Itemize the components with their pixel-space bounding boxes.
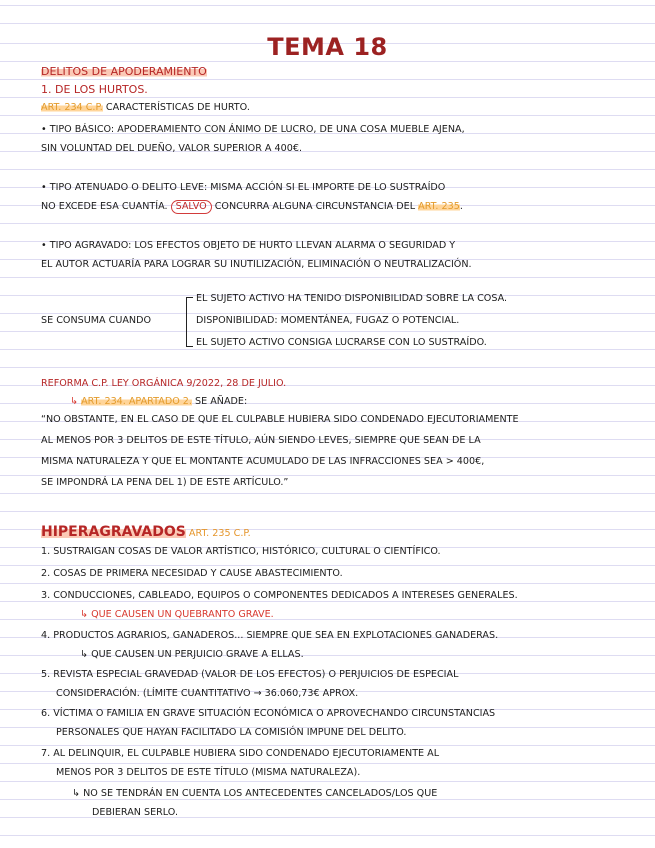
arrow-icon: ↳: [70, 396, 79, 407]
consuma-label: SE CONSUMA CUANDO: [41, 315, 152, 326]
hiper-heading: [41, 523, 251, 543]
intro-line: [41, 99, 250, 117]
tipo-basico-line-2: SIN VOLUNTAD DEL DUEÑO, VALOR SUPERIOR A 400€.: [41, 143, 302, 154]
hiper-item: 3. CONDUCCIONES, CABLEADO, EQUIPOS O COMPONENTES DEDICADOS A INTERESES GENERALES.: [41, 590, 518, 601]
se-anade-label: SE AÑADE:: [195, 396, 248, 407]
hiper-item: 1. SUSTRAIGAN COSAS DE VALOR ARTÍSTICO, HISTÓRICO, CULTURAL O CIENTÍFICO.: [41, 546, 441, 557]
tipo-basico-line-1: • TIPO BÁSICO: APODERAMIENTO CON ÁNIMO DE LUCRO, DE UNA COSA MUEBLE AJENA,: [41, 124, 465, 135]
hiper-item: 6. VÍCTIMA O FAMILIA EN GRAVE SITUACIÓN ECONÓMICA O APROVECHANDO CIRCUNSTANCIAS: [41, 708, 496, 719]
hiper-item: 2. COSAS DE PRIMERA NECESIDAD Y CAUSE ABASTECIMIENTO.: [41, 568, 343, 579]
quote-line: MISMA NATURALEZA Y QUE EL MONTANTE ACUMULADO DE LAS INFRACCIONES SEA > 400€,: [41, 456, 485, 467]
period: .: [459, 201, 463, 212]
article-reference: ART. 234 C.P.: [41, 102, 103, 113]
hiper-subitem: ↳ QUE CAUSEN UN PERJUICIO GRAVE A ELLAS.: [80, 649, 304, 660]
quote-line: SE IMPONDRÁ LA PENA DEL 1) DE ESTE ARTÍCULO.”: [41, 477, 289, 488]
tipo-agravado-line-2: EL AUTOR ACTUARÍA PARA LOGRAR SU INUTILIZACIÓN, ELIMINACIÓN O NEUTRALIZACIÓN.: [41, 259, 472, 270]
reforma-title: REFORMA C.P. LEY ORGÁNICA 9/2022, 28 DE JULIO.: [41, 378, 287, 389]
quote-line: “NO OBSTANTE, EN EL CASO DE QUE EL CULPABLE HUBIERA SIDO CONDENADO EJECUTORIAMENTE: [41, 414, 519, 425]
tipo-atenuado-text: NO EXCEDE ESA CUANTÍA.: [41, 201, 168, 212]
quote-line: AL MENOS POR 3 DELITOS DE ESTE TÍTULO, AÚN SIENDO LEVES, SIEMPRE QUE SEAN DE LA: [41, 435, 481, 446]
article-reference: ART. 234. APARTADO 2.: [81, 396, 192, 407]
tipo-atenuado-line-1: • TIPO ATENUADO O DELITO LEVE: MISMA ACCIÓN SI EL IMPORTE DE LO SUSTRAÍDO: [41, 182, 446, 193]
hiper-subitem-continued: DEBIERAN SERLO.: [92, 807, 179, 818]
article-reference: ART. 235: [418, 201, 460, 212]
consuma-item: EL SUJETO ACTIVO CONSIGA LUCRARSE CON LO SUSTRAÍDO.: [196, 337, 487, 348]
reforma-subline: [70, 393, 247, 411]
article-reference: ART. 235 C.P.: [188, 528, 251, 539]
hiper-item-continued: CONSIDERACIÓN. (LÍMITE CUANTITATIVO → 36.060,73€ APROX.: [56, 688, 359, 699]
hiper-title: HIPERAGRAVADOS: [41, 524, 186, 540]
tipo-atenuado-text-2: CONCURRA ALGUNA CIRCUNSTANCIA DEL: [214, 201, 416, 212]
tipo-agravado-line-1: • TIPO AGRAVADO: LOS EFECTOS OBJETO DE HURTO LLEVAN ALARMA O SEGURIDAD Y: [41, 240, 456, 251]
tipo-atenuado-line-2: [41, 198, 463, 216]
page-title: TEMA 18: [267, 33, 388, 61]
consuma-item: DISPONIBILIDAD: MOMENTÁNEA, FUGAZ O POTENCIAL.: [196, 315, 460, 326]
brace-bracket: [186, 297, 193, 347]
hiper-subitem: ↳ QUE CAUSEN UN QUEBRANTO GRAVE.: [80, 609, 274, 620]
intro-text: CARACTERÍSTICAS DE HURTO.: [105, 102, 250, 113]
hiper-subitem: ↳ NO SE TENDRÁN EN CUENTA LOS ANTECEDENTES CANCELADOS/LOS QUE: [72, 788, 438, 799]
hiper-item: 4. PRODUCTOS AGRARIOS, GANADEROS... SIEMPRE QUE SEA EN EXPLOTACIONES GANADERAS.: [41, 630, 499, 641]
consuma-item: EL SUJETO ACTIVO HA TENIDO DISPONIBILIDAD SOBRE LA COSA.: [196, 293, 508, 304]
section-heading-hurtos: 1. DE LOS HURTOS.: [41, 83, 148, 96]
hiper-item-continued: MENOS POR 3 DELITOS DE ESTE TÍTULO (MISMA NATURALEZA).: [56, 767, 361, 778]
hiper-item: 5. REVISTA ESPECIAL GRAVEDAD (VALOR DE LOS EFECTOS) O PERJUICIOS DE ESPECIAL: [41, 669, 459, 680]
hiper-item-continued: PERSONALES QUE HAYAN FACILITADO LA COMISIÓN IMPUNE DEL DELITO.: [56, 727, 407, 738]
salvo-circled-word: SALVO: [171, 200, 212, 214]
section-heading-apoderamiento: DELITOS DE APODERAMIENTO: [41, 65, 207, 78]
hiper-item: 7. AL DELINQUIR, EL CULPABLE HUBIERA SIDO CONDENADO EJECUTORIAMENTE AL: [41, 748, 440, 759]
